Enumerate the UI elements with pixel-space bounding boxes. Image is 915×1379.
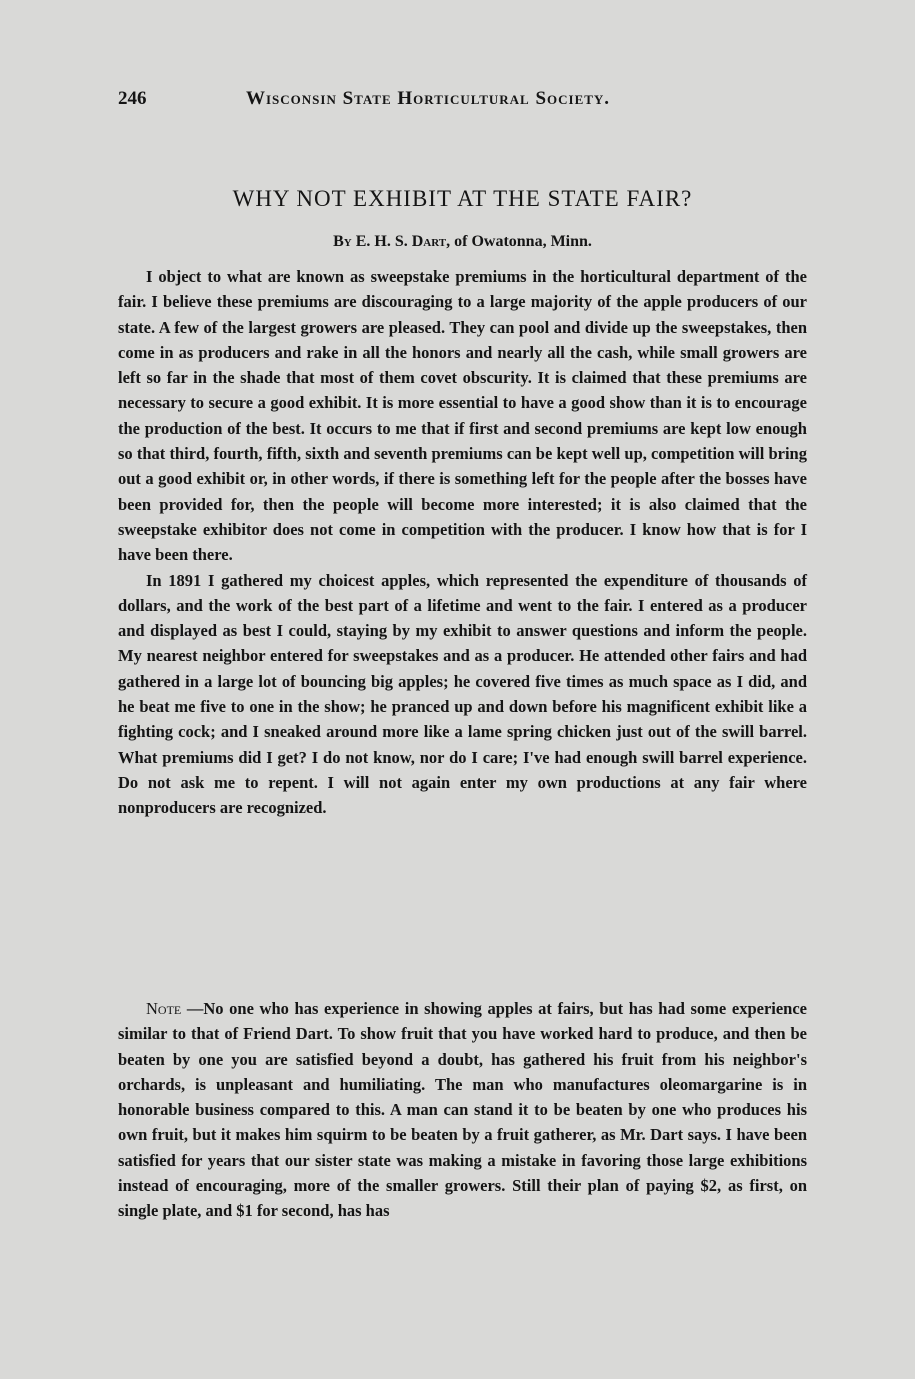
page-number: 246 — [118, 88, 147, 109]
article-title: WHY NOT EXHIBIT AT THE STATE FAIR? — [232, 186, 693, 211]
note-label: Note — [146, 999, 182, 1018]
author-name: E. H. S. Dart, — [355, 233, 451, 250]
note-text: —No one who has experience in showing apples at fairs, but has had some experience similar to that of Friend Dart. To show fruit that you have worked hard to produce, and then be beaten by one you are satisfied beyond a doubt, has gathered his fruit from his neighbor's orchards, is unpleasant and humiliating. The man who manufactures oleomargarine is in honorable business compared to this. A man can stand it to be beaten by one who produces his own fruit, but it makes him squirm to be beaten by a fruit gatherer, as Mr. Dart says. I have been satisfied for years that our sister state was making a mistake in favoring those large exhibitions instead of encouraging, more of the smaller growers. Still their plan of paying $2, as first, on single plate, and $1 for second, has has — [118, 999, 807, 1221]
note-paragraph — [118, 996, 807, 1224]
editor-note — [118, 996, 807, 1224]
byline — [118, 233, 807, 251]
paragraph: I object to what are known as sweepstake premiums in the horticultural department of the fair. I believe these premiums are discouraging to a large majority of the apple producers of our state. A few of the largest growers are pleased. They can pool and divide up the sweepstakes, then come in as producers and rake in all the honors and nearly all the cash, while small growers are left so far in the shade that most of them covet obscurity. It is claimed that these premiums are necessary to secure a good exhibit. It is more essential to have a good show than it is to encourage the production of the best. It occurs to me that if first and second premiums are kept low enough so that third, fourth, fifth, sixth and seventh premiums can be kept well up, competition will bring out a good exhibit or, in other words, if there is something left for the people after the bosses have been provided for, then the people will become more interested; it is also claimed that the sweepstake exhibitor does not come in competition with the producer. I know how that is for I have been there. — [118, 267, 807, 565]
paragraph: In 1891 I gathered my choicest apples, which represented the expenditure of thousands of dollars, and the work of the best part of a lifetime and went to the fair. I entered as a producer and displayed as best I could, staying by my exhibit to answer questions and inform the people. My nearest neighbor entered for sweepstakes and as a producer. He attended other fairs and had gathered in a large lot of bouncing big apples; he covered five times as much space as I did, and he beat me five to one in the show; he pranced up and down before his magnificent exhibit like a fighting cock; and I sneaked around more like a lame spring chicken just out of the swill barrel. What premiums did I get? I do not know, nor do I care; I've had enough swill barrel experience. Do not ask me to repent. I will not again enter my own productions at any fair where nonproducers are recognized. — [118, 570, 807, 818]
byline-prefix: By — [333, 233, 352, 250]
article-body — [118, 264, 807, 821]
author-place: of Owatonna, Minn. — [450, 233, 592, 250]
running-header — [118, 88, 807, 118]
running-title: Wisconsin State Horticultural Society. — [246, 88, 611, 109]
